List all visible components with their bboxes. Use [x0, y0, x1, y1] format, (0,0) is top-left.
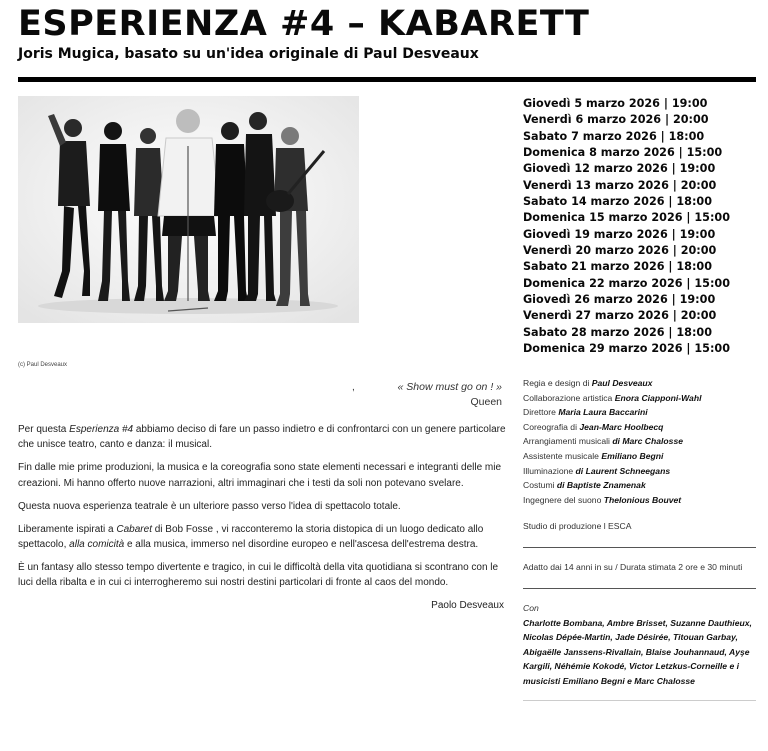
- note-text: abbiamo deciso di fare un passo indietro e di confrontarci con un genere particolare che unisce teatro, canto e danza: il musical.: [18, 424, 506, 451]
- date-item: Sabato 7 marzo 2026 | 18:00: [523, 129, 705, 143]
- date-item: Domenica 15 marzo 2026 | 15:00: [523, 211, 730, 225]
- note-text: Liberamente ispirati a: [18, 523, 117, 535]
- note-paragraph-5: È un fantasy allo stesso tempo divertente e tragico, in cui le difficoltà della vita quotidiana si scontrano con le luci della ribalta e in cui ci interrogheremo sui nostri destini particolari di fronte al caos del mondo.: [18, 561, 499, 589]
- cast-list: [523, 601, 761, 689]
- quote-text: « Show must go on ! »: [397, 381, 502, 393]
- credit-name: di Marc Chalosse: [612, 436, 683, 447]
- date-item: Domenica 8 marzo 2026 | 15:00: [523, 146, 723, 160]
- section-divider: [523, 547, 756, 548]
- epigraph-quote: [300, 380, 502, 410]
- date-item: Venerdì 13 marzo 2026 | 20:00: [523, 178, 717, 192]
- page-title: ESPERIENZA #4 – KABARETT: [18, 4, 590, 44]
- credit-role: Ingegnere del suono: [523, 494, 604, 505]
- production-studio: Studio di produzione l ESCA: [523, 521, 632, 531]
- credit-role: Illuminazione: [523, 465, 576, 476]
- date-item: Domenica 29 marzo 2026 | 15:00: [523, 342, 730, 356]
- note-emphasis: Esperienza #4: [69, 424, 134, 435]
- credit-role: Regia e design di: [523, 378, 592, 388]
- section-divider: [523, 588, 756, 589]
- note-text: di Bob Fosse , vi racconteremo la storia distopica di un luogo dedicato allo spettacolo,: [18, 523, 484, 550]
- credit-name: di Laurent Schneegans: [575, 465, 671, 476]
- credit-role: Costumi: [523, 480, 557, 491]
- date-item: Venerdì 27 marzo 2026 | 20:00: [523, 309, 717, 323]
- credit-role: Direttore: [523, 407, 559, 418]
- credit-role: Arrangiamenti musicali: [523, 436, 613, 447]
- date-item: Venerdì 20 marzo 2026 | 20:00: [523, 244, 717, 258]
- credit-line: [523, 405, 701, 420]
- credit-role: Coreografia di: [523, 421, 580, 432]
- credit-name: Enora Ciapponi-Wahl: [614, 392, 702, 403]
- date-item: Sabato 21 marzo 2026 | 18:00: [523, 260, 712, 274]
- cast-names: Charlotte Bombana, Ambre Brisset, Suzanne Dauthieux, Nicolas Dépée-Martin, Jade Désirée, Titouan Garbay, Abigaëlle Janssens-Rivallain, Blaise Jouhannaud, Ayşe Kargili, Néhémie Kokodé, Victor Letzkus-Corneille e i musicisti Emiliano Begni e Marc Chalosse: [523, 617, 752, 686]
- credit-name: Emiliano Begni: [601, 450, 664, 461]
- date-item: Giovedì 19 marzo 2026 | 19:00: [523, 227, 716, 241]
- date-item: Giovedì 5 marzo 2026 | 19:00: [523, 97, 708, 110]
- date-item: Giovedì 26 marzo 2026 | 19:00: [523, 293, 716, 307]
- date-item: Sabato 14 marzo 2026 | 18:00: [523, 195, 712, 209]
- director-note: [18, 422, 508, 621]
- note-signature: Paolo Desveaux: [431, 600, 504, 612]
- date-item: Sabato 28 marzo 2026 | 18:00: [523, 325, 712, 339]
- credit-name: Paul Desveaux: [591, 378, 653, 388]
- note-text: e alla musica, immerso nel disordine europeo e nell'ascesa dell'estrema destra.: [124, 538, 479, 550]
- photo-credit: (c) Paul Desveaux: [18, 362, 68, 368]
- section-divider: [523, 700, 756, 701]
- title-divider: [18, 77, 756, 82]
- credit-line: [523, 478, 701, 493]
- quote-author: Queen: [470, 396, 502, 408]
- credit-line: [523, 376, 701, 391]
- note-paragraph-4: [18, 522, 508, 553]
- credit-line: [523, 449, 701, 464]
- credit-line: [523, 493, 701, 508]
- note-emphasis: Cabaret: [116, 523, 152, 535]
- age-duration-info: Adatto dai 14 anni in su / Durata stimata 2 ore e 30 minuti: [523, 562, 743, 572]
- note-paragraph-3: Questa nuova esperienza teatrale è un ulteriore passo verso l'idea di spettacolo totale.: [18, 500, 401, 512]
- date-item: Giovedì 12 marzo 2026 | 19:00: [523, 162, 716, 176]
- credit-name: di Baptiste Znamenak: [556, 480, 646, 491]
- credit-role: Assistente musicale: [523, 450, 602, 461]
- date-item: Domenica 22 marzo 2026 | 15:00: [523, 276, 730, 290]
- note-paragraph-1: [18, 422, 508, 453]
- performance-dates: [523, 96, 730, 358]
- credit-name: Thelonious Bouvet: [603, 494, 682, 505]
- quote-mark: ,: [352, 382, 355, 393]
- credit-line: [523, 434, 701, 449]
- credit-name: Jean-Marc Hoolbecq: [579, 421, 664, 432]
- credit-name: Maria Laura Baccarini: [558, 407, 648, 418]
- note-emphasis: alla comicità: [69, 538, 125, 550]
- credit-role: Collaborazione artistica: [523, 392, 615, 403]
- credit-line: [523, 391, 701, 406]
- cast-photo: [18, 96, 359, 323]
- credit-line: [523, 464, 701, 479]
- note-text: Per questa: [18, 424, 70, 435]
- note-paragraph-2: Fin dalle mie prime produzioni, la musica e la coreografia sono state elementi necessari e integranti delle mie creazioni. Mi hanno offerto nuove narrazioni, altri immaginari che i testi da soli non potevano svelare.: [18, 462, 502, 489]
- credit-line: [523, 420, 701, 435]
- cast-label: Con: [523, 603, 539, 613]
- page-subtitle: Joris Mugica, basato su un'idea originale di Paul Desveaux: [18, 46, 479, 62]
- date-item: Venerdì 6 marzo 2026 | 20:00: [523, 113, 709, 127]
- production-credits: [523, 376, 701, 507]
